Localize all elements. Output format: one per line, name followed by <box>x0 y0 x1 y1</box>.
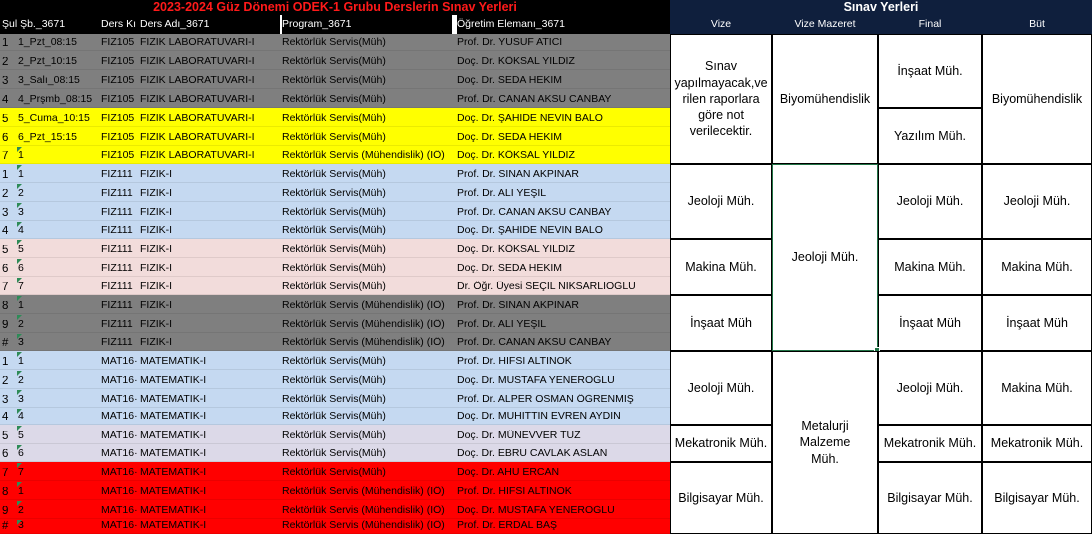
row-number: 9 <box>2 320 9 331</box>
row-ogretim: Doç. Dr. KÖKSAL YILDIZ <box>457 56 575 67</box>
row-ders-kodu: FİZ105 <box>101 94 135 105</box>
mat-c-final-text: Bilgisayar Müh. <box>887 490 973 505</box>
fiz111c-final-cell[interactable] <box>878 295 982 351</box>
fiz111a-but-text: Jeoloji Müh. <box>1003 194 1071 209</box>
row-ogretim: Prof. Dr. ALİ YEŞİL <box>457 319 547 330</box>
mat-b-vize-text: Mekatronik Müh. <box>674 436 768 451</box>
mat-c-final-cell[interactable] <box>878 462 982 534</box>
row-number: # <box>2 521 9 532</box>
table-row[interactable] <box>0 333 670 351</box>
table-row[interactable] <box>0 519 670 534</box>
row-sube: 4 <box>18 225 24 236</box>
row-program: Rektörlük Servis(Müh) <box>282 37 386 48</box>
row-program: Rektörlük Servis(Müh) <box>282 75 386 86</box>
table-row[interactable] <box>0 34 670 51</box>
table-row[interactable] <box>0 70 670 89</box>
header-ogretim[interactable]: Öğretim Elemanı_3671 <box>457 15 670 34</box>
row-ogretim: Prof. Dr. YUSUF ATICI <box>457 37 563 48</box>
row-program: Rektörlük Servis(Müh) <box>282 94 386 105</box>
fiz105-vize-mazeret-cell[interactable] <box>772 34 878 164</box>
row-number: 5 <box>2 245 9 256</box>
row-ders-adi: FİZİK-I <box>140 281 173 292</box>
table-row[interactable] <box>0 444 670 462</box>
fiz111b-but-cell[interactable] <box>982 239 1092 295</box>
fiz111-vize-mazeret-text: Jeoloji Müh. <box>791 250 859 265</box>
row-number: 4 <box>2 412 9 423</box>
row-ders-adi: FİZİK LABORATUVARI-I <box>140 113 255 124</box>
row-ders-adi: FİZİK-I <box>140 244 173 255</box>
row-sube: 2 <box>18 319 24 330</box>
header-vize[interactable]: Vize <box>670 15 772 34</box>
row-number: 1 <box>2 357 9 368</box>
cell-note-marker-icon <box>17 426 22 431</box>
row-ogretim: Doç. Dr. EBRU CAVLAK ASLAN <box>457 448 608 459</box>
row-number: 4 <box>2 226 9 237</box>
fiz105-vize-text: Sınav yapılmayacak,ve rilen raporlara göre not verilecektir. <box>674 59 768 139</box>
row-program: Rektörlük Servis (Mühendislik) (İÖ) <box>282 319 445 330</box>
row-ogretim: Prof. Dr. SİNAN AKPINAR <box>457 169 579 180</box>
row-ders-adi: MATEMATİK-I <box>140 375 207 386</box>
fiz111-vize-mazeret-cell[interactable] <box>772 164 878 351</box>
row-ogretim: Doç. Dr. MUSTAFA YENEROĞLU <box>457 505 615 516</box>
row-program: Rektörlük Servis(Müh) <box>282 448 386 459</box>
row-ogretim: Doç. Dr. ŞAHİDE NEVİN BALO <box>457 113 603 124</box>
table-row[interactable] <box>0 183 670 202</box>
row-sube: 3 <box>18 337 24 348</box>
row-ders-kodu: MAT16· <box>101 375 138 386</box>
row-sube: 1 <box>18 150 24 161</box>
row-program: Rektörlük Servis(Müh) <box>282 225 386 236</box>
fiz105-vize-cell[interactable] <box>670 34 772 164</box>
mat-c-but-text: Bilgisayar Müh. <box>994 490 1080 505</box>
row-ogretim: Doç. Dr. MÜNEVVER TUZ <box>457 430 581 441</box>
cell-note-marker-icon <box>17 371 22 376</box>
row-ders-adi: MATEMATİK-I <box>140 356 207 367</box>
row-ogretim: Doç. Dr. MUSTAFA YENEROĞLU <box>457 375 615 386</box>
row-program: Rektörlük Servis(Müh) <box>282 188 386 199</box>
row-number: 2 <box>2 57 9 68</box>
row-sube: 2_Pzt_10:15 <box>18 56 77 67</box>
row-ders-adi: FİZİK-I <box>140 188 173 199</box>
table-row[interactable] <box>0 462 670 481</box>
row-sube: 1 <box>18 486 24 497</box>
row-ders-kodu: FİZ111 <box>101 244 133 255</box>
cell-note-marker-icon <box>17 222 22 227</box>
row-program: Rektörlük Servis(Müh) <box>282 132 386 143</box>
row-number: 7 <box>2 468 9 479</box>
row-ders-adi: MATEMATİK-I <box>140 394 207 405</box>
row-number: 3 <box>2 76 9 87</box>
row-ogretim: Doç. Dr. KÖKSAL YILDIZ <box>457 150 575 161</box>
mat-a-vize-cell[interactable] <box>670 351 772 425</box>
row-program: Rektörlük Servis (Mühendislik) (İÖ) <box>282 150 445 161</box>
row-ders-kodu: FİZ105 <box>101 56 135 67</box>
table-row[interactable] <box>0 258 670 277</box>
row-ogretim: Dr. Öğr. Üyesi SEÇİL NİKSARLIOĞLU <box>457 281 636 292</box>
mat-b-final-cell[interactable] <box>878 425 982 462</box>
row-number: 1 <box>2 38 9 49</box>
mat-a-final-cell[interactable] <box>878 351 982 425</box>
row-ders-kodu: FİZ111 <box>101 263 133 274</box>
header-ders-adi[interactable]: Ders Adı_3671 <box>140 15 280 34</box>
row-sube: 1 <box>18 356 24 367</box>
mat-b-vize-cell[interactable] <box>670 425 772 462</box>
fiz111a-final-text: Jeoloji Müh. <box>896 194 964 209</box>
fiz111c-but-cell[interactable] <box>982 295 1092 351</box>
row-program: Rektörlük Servis (Mühendislik) (İÖ) <box>282 486 445 497</box>
row-number: 1 <box>2 170 9 181</box>
mat-b-final-text: Mekatronik Müh. <box>883 436 977 451</box>
table-row[interactable] <box>0 295 670 314</box>
row-ders-kodu: FİZ111 <box>101 169 133 180</box>
row-number: 5 <box>2 114 9 125</box>
header-ders-kodu[interactable]: Ders Kı <box>100 15 141 34</box>
cell-note-marker-icon <box>17 296 22 301</box>
header-program[interactable]: Program_3671 <box>282 15 452 34</box>
fiz105-final-b-cell[interactable] <box>878 108 982 164</box>
row-ders-kodu: MAT16· <box>101 394 138 405</box>
fiz111a-vize-cell[interactable] <box>670 164 772 239</box>
row-ders-kodu: MAT16· <box>101 520 138 531</box>
row-ogretim: Doç. Dr. KÖKSAL YILDIZ <box>457 244 575 255</box>
header-vize-mazeret[interactable]: Vize Mazeret <box>772 15 878 34</box>
row-ogretim: Prof. Dr. CANAN AKSU CANBAY <box>457 207 612 218</box>
row-number: 6 <box>2 133 9 144</box>
sheet-title: 2023-2024 Güz Dönemi ODEK-1 Grubu Derslerin Sınav Yerleri <box>0 0 670 15</box>
row-ders-kodu: MAT16· <box>101 448 138 459</box>
row-sube: 5 <box>18 244 24 255</box>
fiz105-but-text: Biyomühendislik <box>991 91 1083 106</box>
row-number: 6 <box>2 264 9 275</box>
row-ders-kodu: MAT16· <box>101 467 138 478</box>
row-number: 2 <box>2 376 9 387</box>
row-program: Rektörlük Servis (Mühendislik) (İÖ) <box>282 520 445 531</box>
mat-vize-mazeret-cell[interactable] <box>772 351 878 534</box>
cell-note-marker-icon <box>17 501 22 506</box>
row-ders-adi: FİZİK LABORATUVARI-I <box>140 56 255 67</box>
row-ogretim: Prof. Dr. SİNAN AKPINAR <box>457 300 579 311</box>
cell-note-marker-icon <box>17 352 22 357</box>
fiz111a-final-cell[interactable] <box>878 164 982 239</box>
row-ders-kodu: FİZ105 <box>101 113 135 124</box>
row-ders-kodu: MAT16· <box>101 486 138 497</box>
row-ders-adi: MATEMATİK-I <box>140 505 207 516</box>
table-row[interactable] <box>0 351 670 370</box>
mat-vize-mazeret-text: Metalurji Malzeme Müh. <box>799 419 851 466</box>
mat-a-but-text: Makina Müh. <box>1001 380 1073 395</box>
row-ders-adi: FİZİK LABORATUVARI-I <box>140 37 255 48</box>
table-row[interactable] <box>0 481 670 500</box>
row-program: Rektörlük Servis(Müh) <box>282 263 386 274</box>
row-ogretim: Prof. Dr. ALİ YEŞİL <box>457 188 547 199</box>
row-ders-adi: FİZİK-I <box>140 207 173 218</box>
row-ogretim: Doç. Dr. MUHİTTİN EVREN AYDIN <box>457 411 621 422</box>
row-ogretim: Prof. Dr. ALPER OSMAN ÖĞRENMİŞ <box>457 394 634 405</box>
cell-note-marker-icon <box>17 409 22 414</box>
fiz111b-vize-cell[interactable] <box>670 239 772 295</box>
row-program: Rektörlük Servis(Müh) <box>282 430 386 441</box>
cell-note-marker-icon <box>17 278 22 283</box>
row-ogretim: Doç. Dr. SEDA HEKİM <box>457 75 563 86</box>
table-row[interactable] <box>0 89 670 108</box>
fiz105-final-b-text: Yazılım Müh. <box>893 128 966 143</box>
cell-note-marker-icon <box>17 165 22 170</box>
row-ogretim: Doç. Dr. AHU ERCAN <box>457 467 560 478</box>
row-ogretim: Prof. Dr. CANAN AKSU CANBAY <box>457 94 612 105</box>
header-final[interactable]: Final <box>878 15 982 34</box>
row-ders-kodu: FİZ105 <box>101 150 135 161</box>
table-row[interactable] <box>0 146 670 164</box>
row-program: Rektörlük Servis(Müh) <box>282 56 386 67</box>
row-ders-adi: FİZİK-I <box>140 169 173 180</box>
mat-b-but-cell[interactable] <box>982 425 1092 462</box>
row-ders-kodu: FİZ111 <box>101 337 133 348</box>
row-program: Rektörlük Servis(Müh) <box>282 467 386 478</box>
row-number: 3 <box>2 208 9 219</box>
fiz105-final-a-text: İnşaat Müh. <box>897 63 963 78</box>
fiz105-final-a-cell[interactable] <box>878 34 982 108</box>
row-sube: 6_Pzt_15:15 <box>18 132 77 143</box>
row-ders-kodu: FİZ111 <box>101 300 133 311</box>
row-number: 7 <box>2 282 9 293</box>
row-number: 4 <box>2 95 9 106</box>
row-sube: 7 <box>18 467 24 478</box>
row-ders-adi: FİZİK-I <box>140 300 173 311</box>
header-sube[interactable]: Şul Şb._3671 <box>0 15 102 34</box>
row-ders-kodu: FİZ105 <box>101 132 135 143</box>
table-row[interactable] <box>0 51 670 70</box>
row-program: Rektörlük Servis (Mühendislik) (İÖ) <box>282 337 445 348</box>
row-ders-adi: FİZİK LABORATUVARI-I <box>140 132 255 143</box>
row-ders-adi: FİZİK-I <box>140 225 173 236</box>
fiz111b-final-text: Makina Müh. <box>894 259 966 274</box>
row-program: Rektörlük Servis(Müh) <box>282 244 386 255</box>
row-number: # <box>2 338 9 349</box>
row-program: Rektörlük Servis(Müh) <box>282 375 386 386</box>
row-number: 8 <box>2 487 9 498</box>
row-sube: 5 <box>18 430 24 441</box>
row-program: Rektörlük Servis(Müh) <box>282 169 386 180</box>
row-ogretim: Prof. Dr. HİFSI ALTINOK <box>457 486 572 497</box>
mat-a-final-text: Jeoloji Müh. <box>896 380 964 395</box>
table-row[interactable] <box>0 500 670 519</box>
row-ogretim: Prof. Dr. HİFSI ALTINOK <box>457 356 572 367</box>
mat-a-vize-text: Jeoloji Müh. <box>687 380 755 395</box>
row-ogretim: Prof. Dr. CANAN AKSU CANBAY <box>457 337 612 348</box>
cell-note-marker-icon <box>17 334 22 339</box>
cell-note-marker-icon <box>17 203 22 208</box>
row-ogretim: Doç. Dr. SEDA HEKİM <box>457 132 563 143</box>
table-row[interactable] <box>0 389 670 408</box>
row-ders-kodu: MAT16· <box>101 411 138 422</box>
fiz111b-final-cell[interactable] <box>878 239 982 295</box>
row-ders-adi: FİZİK-I <box>140 319 173 330</box>
row-ders-kodu: FİZ111 <box>101 188 133 199</box>
row-ogretim: Doç. Dr. ŞAHİDE NEVİN BALO <box>457 225 603 236</box>
cell-note-marker-icon <box>17 315 22 320</box>
row-number: 6 <box>2 449 9 460</box>
row-ders-kodu: FİZ111 <box>101 225 133 236</box>
fiz111c-final-text: İnşaat Müh <box>899 315 961 330</box>
row-sube: 2 <box>18 375 24 386</box>
row-sube: 3 <box>18 207 24 218</box>
row-ders-kodu: FİZ111 <box>101 281 133 292</box>
row-sube: 3 <box>18 520 24 531</box>
row-ders-adi: MATEMATİK-I <box>140 411 207 422</box>
row-program: Rektörlük Servis(Müh) <box>282 113 386 124</box>
table-row[interactable] <box>0 164 670 183</box>
row-sube: 6 <box>18 448 24 459</box>
cell-note-marker-icon <box>17 240 22 245</box>
row-program: Rektörlük Servis(Müh) <box>282 356 386 367</box>
row-ders-kodu: MAT16· <box>101 430 138 441</box>
row-ders-adi: MATEMATİK-I <box>140 486 207 497</box>
row-number: 5 <box>2 431 9 442</box>
cell-note-marker-icon <box>17 482 22 487</box>
row-ogretim: Prof. Dr. ERDAL BAŞ <box>457 520 557 531</box>
row-ogretim: Doç. Dr. SEDA HEKİM <box>457 263 563 274</box>
row-ders-adi: FİZİK LABORATUVARI-I <box>140 75 255 86</box>
table-row[interactable] <box>0 425 670 444</box>
sinav-yerleri-title: Sınav Yerleri <box>670 0 1092 15</box>
mat-c-but-cell[interactable] <box>982 462 1092 534</box>
cell-note-marker-icon <box>17 463 22 468</box>
row-ders-kodu: MAT16· <box>101 505 138 516</box>
mat-b-but-text: Mekatronik Müh. <box>990 436 1084 451</box>
table-row[interactable] <box>0 408 670 425</box>
row-sube: 4_Prşmb_08:15 <box>18 94 93 105</box>
row-ders-adi: MATEMATİK-I <box>140 448 207 459</box>
fiz111b-but-text: Makina Müh. <box>1001 259 1073 274</box>
row-program: Rektörlük Servis(Müh) <box>282 394 386 405</box>
row-ders-adi: FİZİK LABORATUVARI-I <box>140 94 255 105</box>
row-ders-kodu: FİZ105 <box>101 75 135 86</box>
table-row[interactable] <box>0 127 670 146</box>
row-number: 7 <box>2 151 9 162</box>
cell-note-marker-icon <box>17 445 22 450</box>
row-sube: 2 <box>18 188 24 199</box>
cell-note-marker-icon <box>17 147 22 152</box>
row-program: Rektörlük Servis(Müh) <box>282 411 386 422</box>
row-ders-adi: MATEMATİK-I <box>140 467 207 478</box>
row-sube: 4 <box>18 411 24 422</box>
table-row[interactable] <box>0 202 670 221</box>
table-row[interactable] <box>0 239 670 258</box>
mat-c-vize-cell[interactable] <box>670 462 772 534</box>
row-sube: 1 <box>18 169 24 180</box>
mat-a-but-cell[interactable] <box>982 351 1092 425</box>
fiz111a-but-cell[interactable] <box>982 164 1092 239</box>
row-sube: 5_Cuma_10:15 <box>18 113 90 124</box>
fiz111c-vize-cell[interactable] <box>670 295 772 351</box>
mat-c-vize-text: Bilgisayar Müh. <box>678 490 764 505</box>
row-sube: 3_Salı_08:15 <box>18 75 80 86</box>
row-number: 8 <box>2 301 9 312</box>
row-ders-kodu: FİZ105 <box>101 37 135 48</box>
fiz105-vize-mazeret-text: Biyomühendislik <box>779 91 871 106</box>
row-number: 3 <box>2 395 9 406</box>
table-row[interactable] <box>0 221 670 239</box>
table-row[interactable] <box>0 314 670 333</box>
table-row[interactable] <box>0 108 670 127</box>
header-but[interactable]: Büt <box>982 15 1092 34</box>
row-sube: 3 <box>18 394 24 405</box>
row-program: Rektörlük Servis(Müh) <box>282 281 386 292</box>
fiz111a-vize-text: Jeoloji Müh. <box>687 194 755 209</box>
row-ders-kodu: MAT16· <box>101 356 138 367</box>
fiz111b-vize-text: Makina Müh. <box>685 259 757 274</box>
cell-note-marker-icon <box>17 520 22 525</box>
cell-note-marker-icon <box>17 184 22 189</box>
row-number: 2 <box>2 189 9 200</box>
row-ders-adi: FİZİK LABORATUVARI-I <box>140 150 255 161</box>
row-ders-adi: MATEMATİK-I <box>140 520 207 531</box>
row-number: 9 <box>2 506 9 517</box>
fiz111c-but-text: İnşaat Müh <box>1006 315 1068 330</box>
fiz105-but-cell[interactable] <box>982 34 1092 164</box>
row-ders-adi: MATEMATİK-I <box>140 430 207 441</box>
table-row[interactable] <box>0 277 670 295</box>
row-ders-kodu: FİZ111 <box>101 207 133 218</box>
row-sube: 1 <box>18 300 24 311</box>
row-program: Rektörlük Servis (Mühendislik) (İÖ) <box>282 300 445 311</box>
fiz111c-vize-text: İnşaat Müh <box>690 315 752 330</box>
row-ders-adi: FİZİK-I <box>140 263 173 274</box>
table-row[interactable] <box>0 370 670 389</box>
row-sube: 6 <box>18 263 24 274</box>
row-sube: 1_Pzt_08:15 <box>18 37 77 48</box>
cell-note-marker-icon <box>17 259 22 264</box>
row-program: Rektörlük Servis (Mühendislik) (İÖ) <box>282 505 445 516</box>
row-program: Rektörlük Servis(Müh) <box>282 207 386 218</box>
row-sube: 7 <box>18 281 24 292</box>
row-sube: 2 <box>18 505 24 516</box>
cell-note-marker-icon <box>17 390 22 395</box>
row-ders-kodu: FİZ111 <box>101 319 133 330</box>
row-ders-adi: FİZİK-I <box>140 337 173 348</box>
